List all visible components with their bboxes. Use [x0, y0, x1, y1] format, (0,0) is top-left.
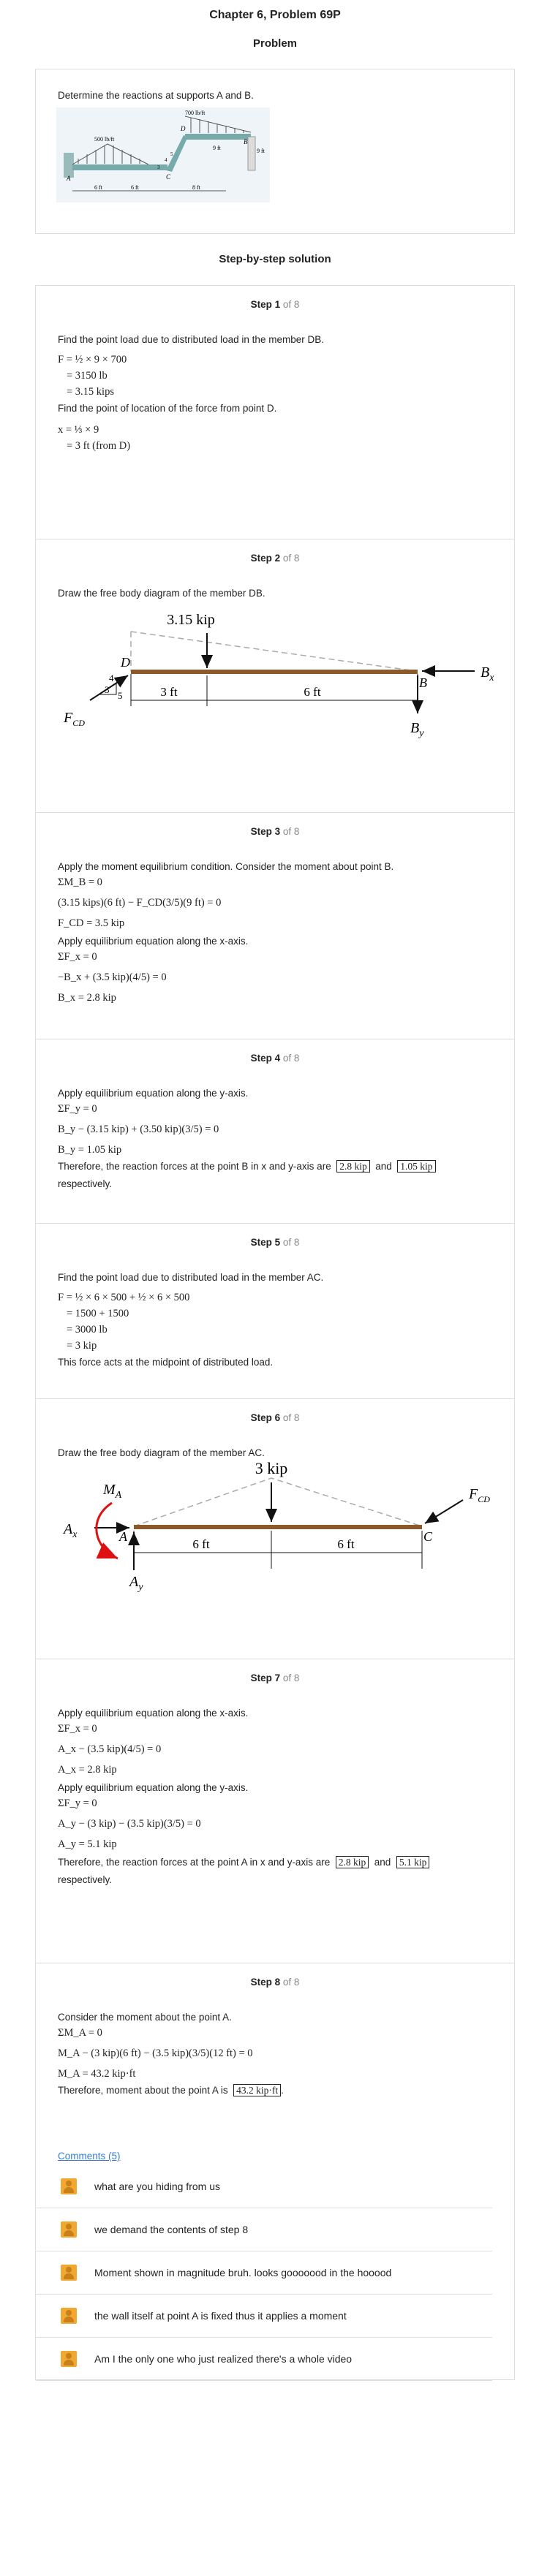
step-3-eq3: F_CD = 3.5 kip	[58, 917, 125, 929]
fbd6-moment-arrow	[97, 1503, 118, 1558]
comment-item	[36, 2338, 492, 2381]
fig-pt-a: A	[67, 175, 71, 182]
comment-text: the wall itself at point A is fixed thus it applies a moment	[94, 2310, 347, 2322]
step-6-text1: Draw the free body diagram of the member AC.	[58, 1447, 265, 1458]
step-3-eq2: (3.15 kips)(6 ft) − F_CD(3/5)(9 ft) = 0	[58, 897, 222, 909]
step-8-ans1: 43.2 kip·ft	[233, 2084, 281, 2096]
fig-pt-d: D	[181, 125, 186, 132]
step-1-eq3: = 3.15 kips	[67, 386, 114, 398]
comment-text: Moment shown in magnitude bruh. looks gooooood in the hooood	[94, 2267, 392, 2278]
step-6	[35, 1399, 515, 1659]
fig-dim-b2: 6 ft	[131, 184, 139, 191]
step-7-head: Step 7 of 8	[250, 1672, 300, 1683]
step-3-text2: Apply equilibrium equation along the x-axis.	[58, 936, 249, 947]
step-1-eq1: F = ½ × 9 × 700	[58, 354, 127, 365]
fig-pt-b: B	[244, 138, 248, 145]
comment-list	[36, 2165, 492, 2381]
step-8-eq3: M_A = 43.2 kip·ft	[58, 2068, 136, 2080]
step-7-conclusion: Therefore, the reaction forces at the point A in x and y-axis are 2.8 kip and 5.1 kip	[58, 1855, 504, 1870]
step-1	[35, 285, 515, 539]
fig-h3: 5	[170, 151, 173, 157]
step-7-text1: Apply equilibrium equation along the x-axis.	[58, 1708, 249, 1719]
step-3-text1: Apply the moment equilibrium condition. Consider the moment about point B.	[58, 861, 394, 872]
step-5-text2: This force acts at the midpoint of distributed load.	[58, 1357, 274, 1368]
fig-h2: 4	[165, 157, 167, 163]
problem-figure	[56, 107, 270, 202]
step-6-head: Step 6 of 8	[250, 1412, 300, 1423]
fig-load-left: 500 lb/ft	[94, 136, 115, 143]
step-4-ans2: 1.05 kip	[397, 1160, 435, 1173]
comment-text: we demand the contents of step 8	[94, 2224, 249, 2235]
step-4-ans1: 2.8 kip	[336, 1160, 370, 1173]
step-3-eq4: ΣF_x = 0	[58, 951, 97, 963]
step-1-eq4: x = ⅓ × 9	[58, 424, 99, 436]
step-7-ans1: 2.8 kip	[336, 1856, 369, 1868]
fig-h1: 3	[157, 164, 160, 170]
fbd6-load: 3 kip	[255, 1461, 288, 1477]
step-3-eq6: B_x = 2.8 kip	[58, 992, 116, 1004]
step-8-head: Step 8 of 8	[250, 1977, 300, 1988]
step-4-conclusion: Therefore, the reaction forces at the point B in x and y-axis are 2.8 kip and 1.05 kip	[58, 1159, 504, 1174]
step-7-eq4: ΣF_y = 0	[58, 1797, 97, 1809]
problem-text: Determine the reactions at supports A and B.	[58, 90, 254, 101]
step-8	[35, 1963, 515, 2380]
fbd2-d: D	[121, 655, 130, 670]
step-4-eq1: ΣF_y = 0	[58, 1103, 97, 1115]
step-2-text1: Draw the free body diagram of the member DB.	[58, 588, 265, 599]
fbd2-t4: 4	[109, 673, 114, 683]
step-1-eq2: = 3150 lb	[67, 370, 108, 382]
comment-item	[36, 2165, 492, 2208]
step-7-text2: Apply equilibrium equation along the y-axis.	[58, 1782, 249, 1793]
fbd6-fcd: $F_{CD}$	[469, 1486, 490, 1504]
comment-item	[36, 2295, 492, 2338]
solution-heading: Step-by-step solution	[219, 253, 331, 265]
step-3-head: Step 3 of 8	[250, 826, 300, 837]
comment-item	[36, 2208, 492, 2251]
fig-pt-c: C	[166, 173, 171, 181]
step-2-fbd	[36, 598, 514, 813]
avatar	[61, 2351, 77, 2367]
problem-card	[35, 69, 515, 234]
step-8-text1: Consider the moment about the point A.	[58, 2012, 232, 2023]
step-7-eq1: ΣF_x = 0	[58, 1723, 97, 1735]
step-4-head: Step 4 of 8	[250, 1053, 300, 1064]
fbd2-dim1: 3 ft	[160, 685, 178, 699]
avatar	[61, 2178, 77, 2194]
fbd2-dim2: 6 ft	[304, 685, 321, 699]
fbd6-ay: $A_y$	[129, 1574, 143, 1593]
step-5-eq2: = 1500 + 1500	[67, 1308, 129, 1319]
step-5-eq4: = 3 kip	[67, 1340, 97, 1352]
step-3	[35, 813, 515, 1039]
fbd6-ax: $A_x$	[64, 1521, 78, 1540]
step-7-eq3: A_x = 2.8 kip	[58, 1764, 117, 1776]
avatar	[61, 2308, 77, 2324]
fig-dim-right: 9 ft	[257, 148, 265, 154]
step-6-fbd	[36, 1461, 514, 1659]
fig-dim-db: 9 ft	[213, 145, 221, 151]
fbd2-t5: 5	[118, 690, 123, 701]
step-2	[35, 539, 515, 813]
step-1-text1: Find the point load due to distributed load in the member DB.	[58, 334, 324, 345]
fbd6-ma: $M_A$	[103, 1482, 122, 1501]
comment-text: what are you hiding from us	[94, 2181, 220, 2192]
step-5-text1: Find the point load due to distributed load in the member AC.	[58, 1272, 324, 1283]
step-3-eq1: ΣM_B = 0	[58, 876, 102, 888]
fbd6-fcd-arrow	[425, 1500, 463, 1523]
step-7-text3b: respectively.	[58, 1874, 113, 1885]
step-4-eq2: B_y − (3.15 kip) + (3.50 kip)(3/5) = 0	[58, 1124, 219, 1135]
fbd6-c: C	[423, 1529, 433, 1544]
step-1-eq5: = 3 ft (from D)	[67, 440, 131, 452]
step-8-eq1: ΣM_A = 0	[58, 2027, 102, 2039]
comment-text: Am I the only one who just realized there's a whole video	[94, 2353, 353, 2365]
step-8-conclusion: Therefore, moment about the point A is 43.2 kip·ft .	[58, 2085, 284, 2096]
beam-db	[131, 670, 418, 674]
beam-ac	[134, 1525, 422, 1529]
step-1-head: Step 1 of 8	[250, 299, 300, 310]
step-5-eq3: = 3000 lb	[67, 1324, 108, 1336]
step-1-text2: Find the point of location of the force from point D.	[58, 403, 277, 414]
step-5-eq1: F = ½ × 6 × 500 + ½ × 6 × 500	[58, 1292, 190, 1303]
step-5-head: Step 5 of 8	[250, 1237, 300, 1248]
step-4-text1: Apply equilibrium equation along the y-axis.	[58, 1088, 249, 1099]
step-7-ans2: 5.1 kip	[396, 1856, 430, 1868]
step-4-text2b: respectively.	[58, 1178, 113, 1189]
fbd6-dim2: 6 ft	[337, 1537, 355, 1551]
fig-dim-b3: 8 ft	[192, 184, 200, 191]
comments-link[interactable]: Comments (5)	[58, 2151, 121, 2162]
fbd2-fcd: $F_{CD}$	[64, 710, 85, 728]
fbd2-b: B	[419, 675, 427, 690]
step-7-eq6: A_y = 5.1 kip	[58, 1838, 117, 1850]
avatar	[61, 2221, 77, 2238]
step-8-eq2: M_A − (3 kip)(6 ft) − (3.5 kip)(3/5)(12 ft) = 0	[58, 2047, 253, 2059]
fig-load-right: 700 lb/ft	[185, 110, 206, 116]
fbd2-by: $B_y$	[410, 720, 424, 739]
fig-dim-b1: 6 ft	[94, 184, 102, 191]
step-2-head: Step 2 of 8	[250, 553, 300, 564]
fbd6-a: A	[119, 1529, 127, 1544]
fbd2-load: 3.15 kip	[167, 612, 215, 628]
page-title: Chapter 6, Problem 69P	[209, 9, 341, 21]
fbd2-t3: 3	[105, 684, 110, 695]
step-7-eq5: A_y − (3 kip) − (3.5 kip)(3/5) = 0	[58, 1818, 201, 1830]
step-7-eq2: A_x − (3.5 kip)(4/5) = 0	[58, 1743, 162, 1755]
fbd2-bx: $B_x$	[481, 664, 494, 683]
fbd6-dim1: 6 ft	[192, 1537, 210, 1551]
step-3-eq5: −B_x + (3.5 kip)(4/5) = 0	[58, 971, 167, 983]
step-4	[35, 1039, 515, 1224]
avatar	[61, 2265, 77, 2281]
step-7	[35, 1659, 515, 1963]
step-4-eq3: B_y = 1.05 kip	[58, 1144, 122, 1156]
step-5	[35, 1224, 515, 1399]
problem-heading: Problem	[252, 37, 297, 50]
comment-item	[36, 2251, 492, 2295]
